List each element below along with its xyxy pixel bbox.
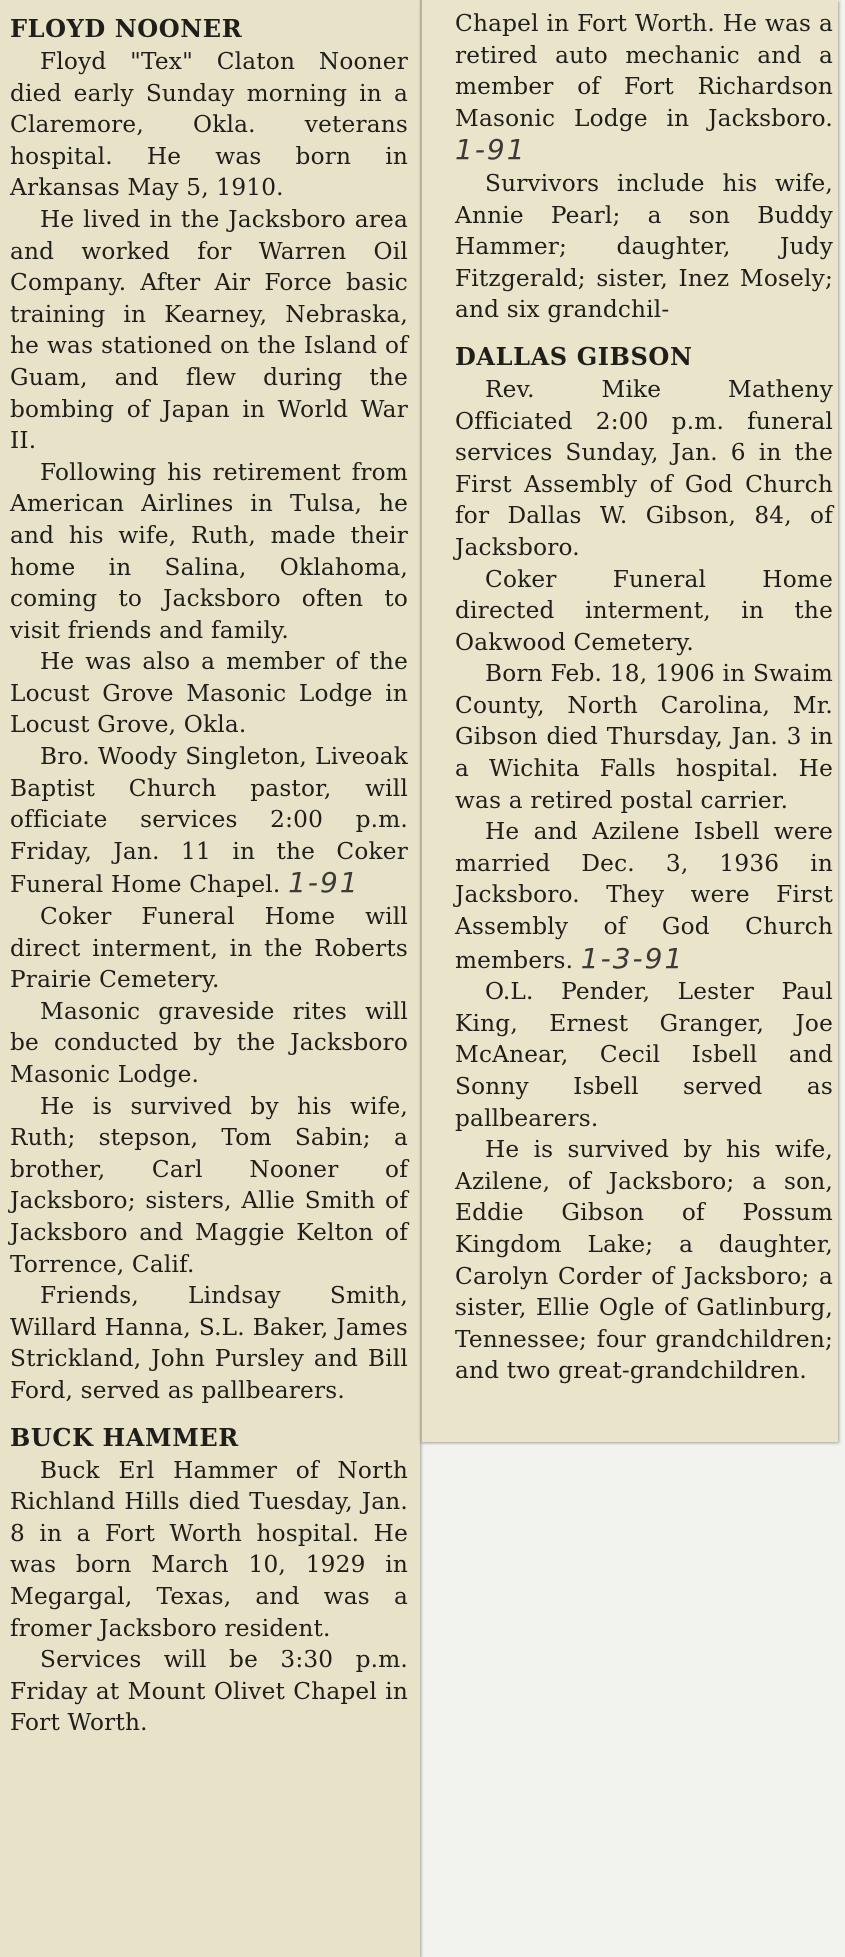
obituary-paragraph: Masonic graveside rites will be conducted by the Jacksboro Masonic Lodge. bbox=[10, 997, 408, 1088]
column-divider bbox=[420, 0, 422, 1442]
obituary-paragraph: He lived in the Jacksboro area and worked for Warren Oil Company. After Air Force basic training in Kearney, Nebraska, he was stationed on the Island of Guam, and flew during the bombing of Japan in World War II. bbox=[10, 205, 408, 455]
obituary-paragraph: Friends, Lindsay Smith, Willard Hanna, S.L. Baker, James Strickland, John Pursley and Bill Ford, served as pallbearers. bbox=[10, 1282, 408, 1404]
continued-text: Chapel in Fort Worth. He was a retired auto mechanic and a member of Fort Richardson Masonic Lodge in Jacksboro. bbox=[455, 10, 833, 132]
obituary-paragraph: Following his retirement from American Airlines in Tulsa, he and his wife, Ruth, made their home in Salina, Oklahoma, coming to Jacksboro often to visit friends and family. bbox=[10, 458, 408, 644]
obituary-paragraph-services bbox=[10, 741, 408, 901]
obituary-paragraph: Born Feb. 18, 1906 in Swaim County, North Carolina, Mr. Gibson died Thursday, Jan. 3 in a Wichita Falls hospital. He was a retired postal carrier. bbox=[455, 660, 833, 814]
services-text: Bro. Woody Singleton, Liveoak Baptist Church pastor, will officiate services 2:00 p.m. Friday, Jan. 11 in the Coker Funeral Home Chapel. bbox=[10, 743, 408, 899]
right-column bbox=[455, 8, 833, 1387]
obituary-continued bbox=[455, 8, 833, 168]
obituary-paragraph: Survivors include his wife, Annie Pearl; a son Buddy Hammer; daughter, Judy Fitzgerald; sister, Inez Mosely; and six grandchil- bbox=[455, 169, 833, 324]
handwritten-date: 1-3-91 bbox=[580, 941, 685, 975]
obituary-paragraph: Rev. Mike Matheny Officiated 2:00 p.m. funeral services Sunday, Jan. 6 in the First Assembly of God Church for Dallas W. Gibson, 84, of Jacksboro. bbox=[455, 375, 833, 561]
obituary-paragraph: Services will be 3:30 p.m. Friday at Mount Olivet Chapel in Fort Worth. bbox=[10, 1646, 408, 1737]
left-column bbox=[10, 12, 408, 1739]
obituary-heading-buck: BUCK HAMMER bbox=[10, 1422, 239, 1452]
obituary-heading-dallas: DALLAS GIBSON bbox=[455, 341, 693, 371]
married-text: He and Azilene Isbell were married Dec. 3, 1936 in Jacksboro. They were First Assembly of God Church members. bbox=[455, 818, 833, 974]
obituary-paragraph: Coker Funeral Home directed interment, in the Oakwood Cemetery. bbox=[455, 565, 833, 656]
obituary-paragraph: He is survived by his wife, Ruth; stepson, Tom Sabin; a brother, Carl Nooner of Jacksboro; sisters, Allie Smith of Jacksboro and Maggie Kelton of Torrence, Calif. bbox=[10, 1092, 408, 1278]
obituary-paragraph-married bbox=[455, 816, 833, 976]
obituary-paragraph: Floyd "Tex" Claton Nooner died early Sunday morning in a Claremore, Okla. veterans hospital. He was born in Arkansas May 5, 1910. bbox=[10, 48, 408, 202]
obituary-paragraph: He was also a member of the Locust Grove Masonic Lodge in Locust Grove, Okla. bbox=[10, 648, 408, 739]
handwritten-date: 1-91 bbox=[455, 133, 527, 167]
obituary-paragraph: Coker Funeral Home will direct interment, in the Roberts Prairie Cemetery. bbox=[10, 903, 408, 994]
obituary-heading-floyd: FLOYD NOONER bbox=[10, 14, 243, 43]
obituary-paragraph: O.L. Pender, Lester Paul King, Ernest Granger, Joe McAnear, Cecil Isbell and Sonny Isbell served as pallbearers. bbox=[455, 978, 833, 1132]
handwritten-date: 1-91 bbox=[288, 866, 360, 900]
obituary-paragraph: Buck Erl Hammer of North Richland Hills died Tuesday, Jan. 8 in a Fort Worth hospital. He was born March 10, 1929 in Megargal, Texas, and was a fromer Jacksboro resident. bbox=[10, 1456, 408, 1642]
obituary-paragraph: He is survived by his wife, Azilene, of Jacksboro; a son, Eddie Gibson of Possum Kingdom Lake; a daughter, Carolyn Corder of Jacksboro; a sister, Ellie Ogle of Gatlinburg, Tennessee; four grandchildren; and two great-grandchildren. bbox=[455, 1136, 833, 1385]
